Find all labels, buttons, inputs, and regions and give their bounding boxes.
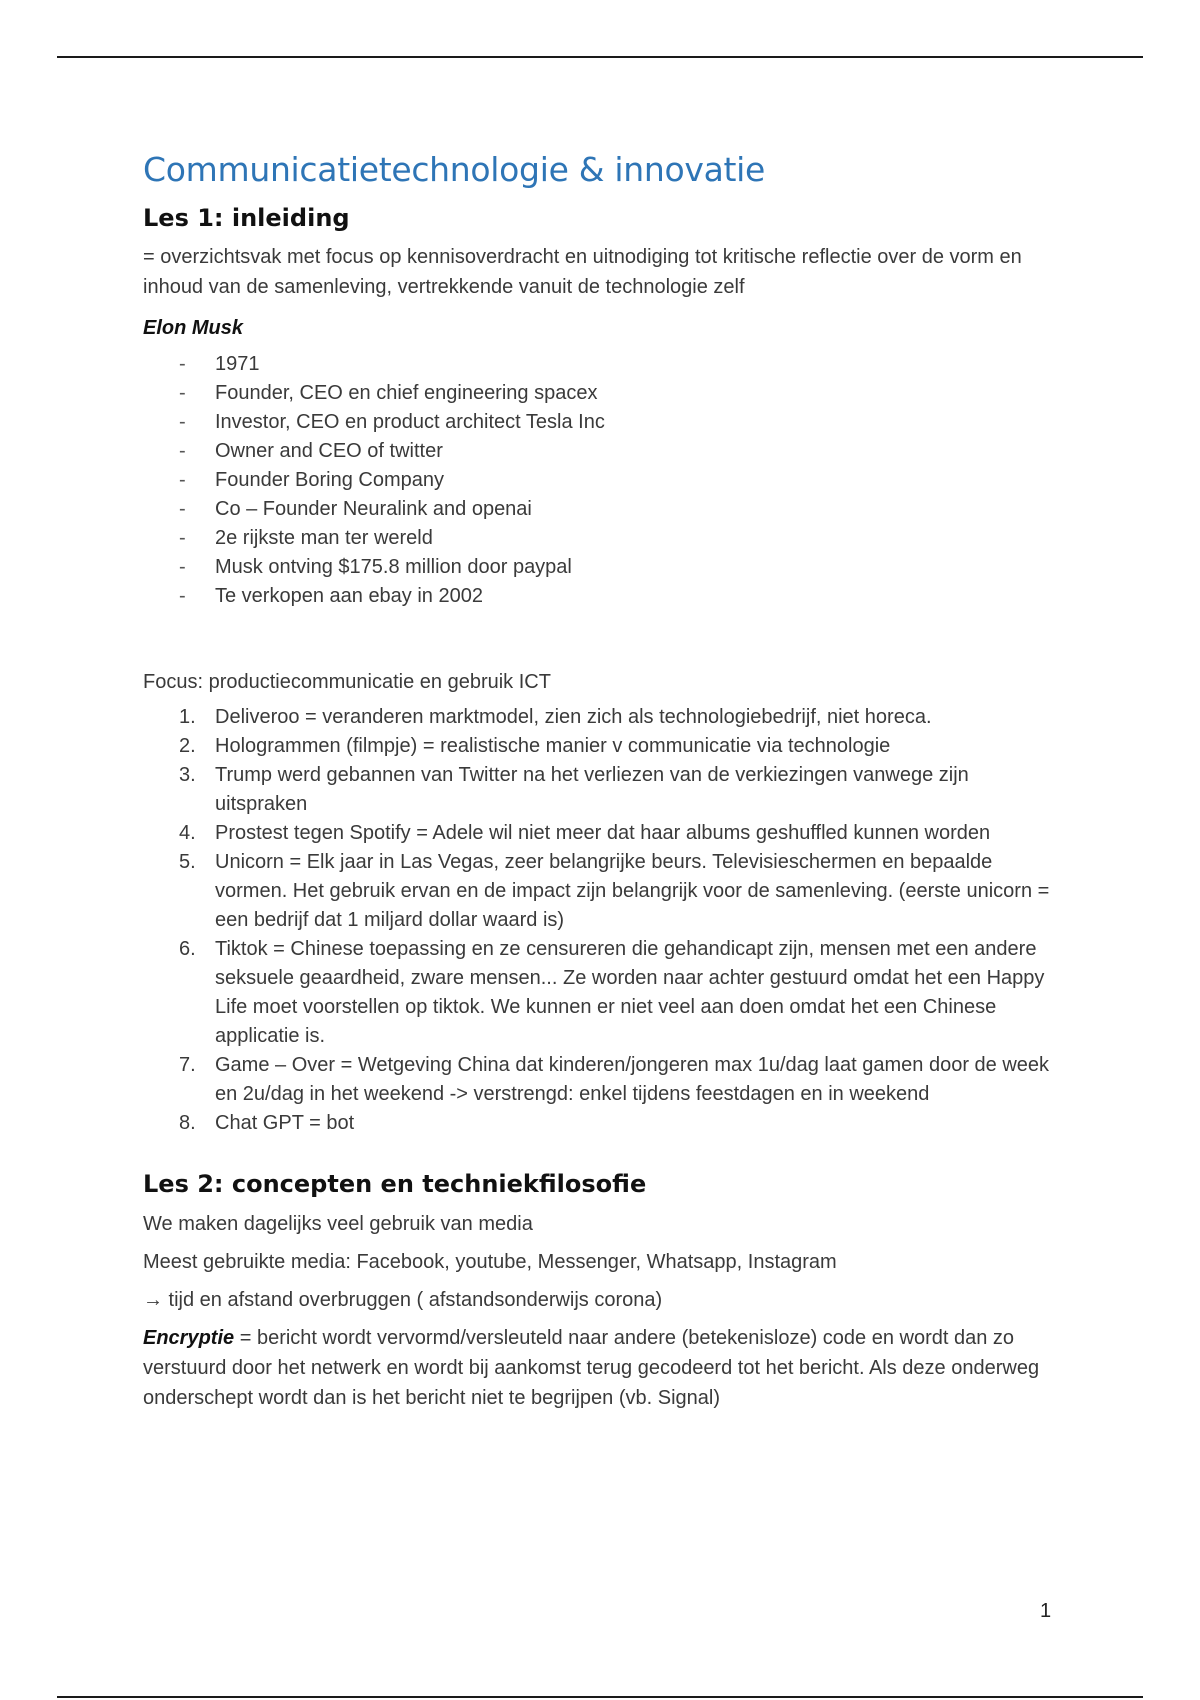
list-item-text: Co – Founder Neuralink and openai [215,498,532,521]
document-body [143,150,1063,1425]
elon-musk-list [143,350,1063,611]
dash-bullet: - [179,498,186,521]
list-item-text: Owner and CEO of twitter [215,440,443,463]
focus-list [143,703,1063,1138]
list-item [179,761,1063,819]
les2-paragraph-3: → tijd en afstand overbruggen ( afstandsonderwijs corona) [143,1289,663,1312]
list-item-text: 1971 [215,353,260,376]
list-item [179,408,1063,437]
dash-bullet: - [179,556,186,579]
list-item-text: Hologrammen (filmpje) = realistische manier v communicatie via technologie [215,735,891,758]
list-item-text: Trump werd gebannen van Twitter na het verliezen van de verkiezingen vanwege zijn uitspraken [215,764,969,816]
page-number: 1 [1040,1600,1052,1622]
list-number: 7. [179,1054,196,1077]
list-number: 3. [179,764,196,787]
list-item-text: Game – Over = Wetgeving China dat kinderen/jongeren max 1u/dag laat gamen door de week en 2u/dag in het weekend -> verstrengd: enkel tijdens feestdagen en in weekend [215,1054,1050,1106]
list-item [179,1109,1063,1138]
list-item-text: Musk ontving $175.8 million door paypal [215,556,572,579]
list-item-text: Founder Boring Company [215,469,445,492]
list-item [179,437,1063,466]
list-item [179,466,1063,495]
document-title: Communicatietechnologie & innovatie [143,150,766,189]
list-item-text: Deliveroo = veranderen marktmodel, zien zich als technologiebedrijf, niet horeca. [215,706,932,729]
bottom-rule [57,1696,1143,1698]
list-item [179,582,1063,611]
les1-intro: = overzichtsvak met focus op kennisoverdracht en uitnodiging tot kritische reflectie over de vorm en inhoud van de samenleving, vertrekkende vanuit de technologie zelf [143,246,1022,299]
dash-bullet: - [179,527,186,550]
list-item-text: Unicorn = Elk jaar in Las Vegas, zeer belangrijke beurs. Televisieschermen en bepaalde vormen. Het gebruik ervan en de impact zijn belangrijk voor de samenleving. (eerste unicorn = een bedrijf dat 1 miljard dollar waard is) [215,851,1050,932]
list-item [179,379,1063,408]
encryptie-term: Encryptie [143,1327,235,1350]
list-item [179,819,1063,848]
list-number: 2. [179,735,196,758]
dash-bullet: - [179,585,186,608]
list-number: 4. [179,822,196,845]
list-number: 1. [179,706,196,729]
elon-musk-heading: Elon Musk [143,317,244,340]
list-item [179,935,1063,1051]
list-item [179,553,1063,582]
list-item-text: 2e rijkste man ter wereld [215,527,433,550]
top-rule [57,56,1143,58]
list-item [179,732,1063,761]
list-item [179,1051,1063,1109]
les2-paragraph-1: We maken dagelijks veel gebruik van media [143,1213,533,1236]
dash-bullet: - [179,469,186,492]
list-item-text: Investor, CEO en product architect Tesla Inc [215,411,605,434]
list-number: 8. [179,1112,196,1135]
focus-line: Focus: productiecommunicatie en gebruik ICT [143,671,551,694]
list-item-text: Chat GPT = bot [215,1112,355,1135]
list-item-text: Founder, CEO en chief engineering spacex [215,382,598,405]
list-item-text: Prostest tegen Spotify = Adele wil niet meer dat haar albums geshuffled kunnen worden [215,822,991,845]
les2-paragraph-2: Meest gebruikte media: Facebook, youtube, Messenger, Whatsapp, Instagram [143,1251,837,1274]
list-item-text: Tiktok = Chinese toepassing en ze censureren die gehandicapt zijn, mensen met een andere seksuele geaardheid, zware mensen... Ze worden naar achter gestuurd omdat het een Happy Life moet voorstellen op tiktok. We kunnen er niet veel aan doen omdat het een Chinese applicatie is. [215,938,1045,1048]
dash-bullet: - [179,411,186,434]
list-item [179,495,1063,524]
dash-bullet: - [179,353,186,376]
les1-heading: Les 1: inleiding [143,203,350,232]
dash-bullet: - [179,440,186,463]
encryptie-paragraph [143,1323,1063,1413]
list-number: 5. [179,851,196,874]
list-item [179,350,1063,379]
dash-bullet: - [179,382,186,405]
list-item-text: Te verkopen aan ebay in 2002 [215,585,483,608]
list-item [179,524,1063,553]
list-number: 6. [179,938,196,961]
encryptie-definition: = bericht wordt vervormd/versleuteld naar andere (betekenisloze) code en wordt dan zo verstuurd door het netwerk en wordt bij aankomst terug gecodeerd tot het bericht. Als deze onderweg onderschept wordt dan is het bericht niet te begrijpen (vb. Signal) [143,1327,1040,1410]
les2-heading: Les 2: concepten en techniekfilosofie [143,1170,647,1199]
list-item [179,848,1063,935]
list-item [179,703,1063,732]
